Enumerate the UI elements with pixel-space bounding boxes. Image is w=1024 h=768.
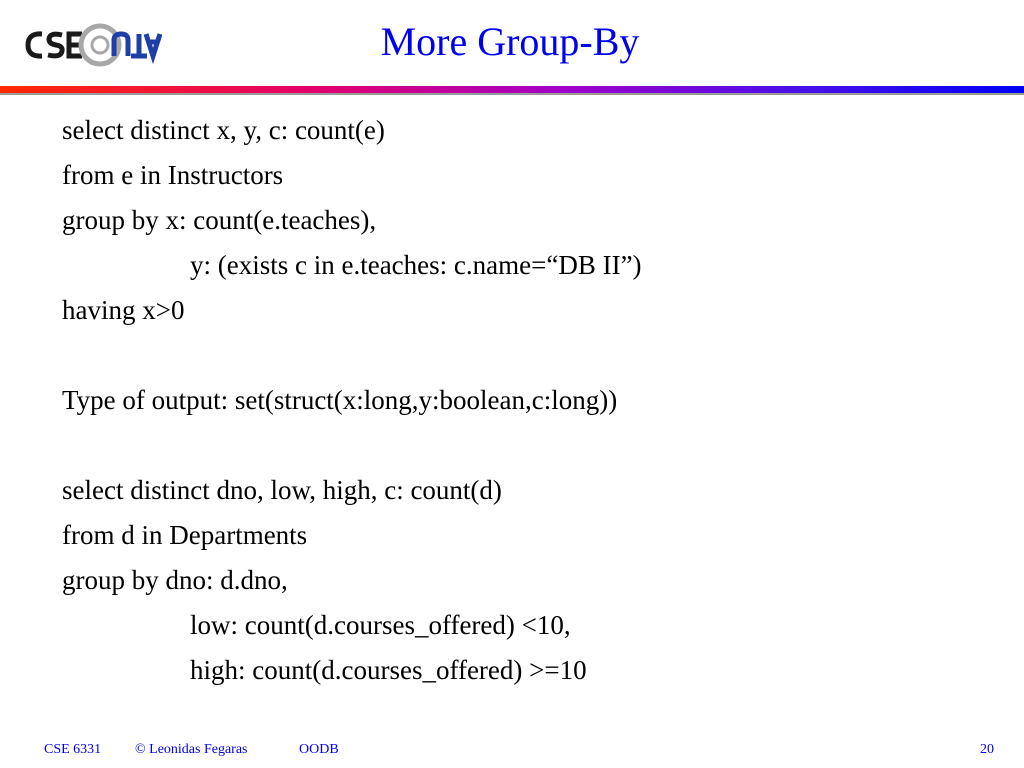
code-line: group by dno: d.dno, [62,565,288,595]
footer-page-number: 20 [980,742,994,757]
footer-course: CSE 6331 [44,742,102,757]
title-divider [0,86,1024,93]
slide-body [62,108,1002,693]
code-line-indented: y: (exists c in e.teaches: c.name=“DB II”) [190,250,642,280]
output-type-line: Type of output: set(struct(x:long,y:boolean,c:long)) [62,385,618,415]
code-line: from e in Instructors [62,160,284,190]
code-line: group by x: count(e.teaches), [62,205,377,235]
blank-line [62,423,1002,468]
code-line: select distinct dno, low, high, c: count(d) [62,475,502,505]
code-line: select distinct x, y, c: count(e) [62,115,385,145]
cse-uta-logo [22,20,162,70]
slide-title: More Group-By [380,19,640,64]
footer-author: © Leonidas Fegaras [135,742,248,757]
code-line-indented: high: count(d.courses_offered) >=10 [190,655,587,685]
code-line: having x>0 [62,295,185,325]
title-divider-shadow [0,93,1024,95]
footer-topic: OODB [299,742,339,757]
blank-line [62,333,1002,378]
code-line: from d in Departments [62,520,308,550]
code-line-indented: low: count(d.courses_offered) <10, [190,610,571,640]
